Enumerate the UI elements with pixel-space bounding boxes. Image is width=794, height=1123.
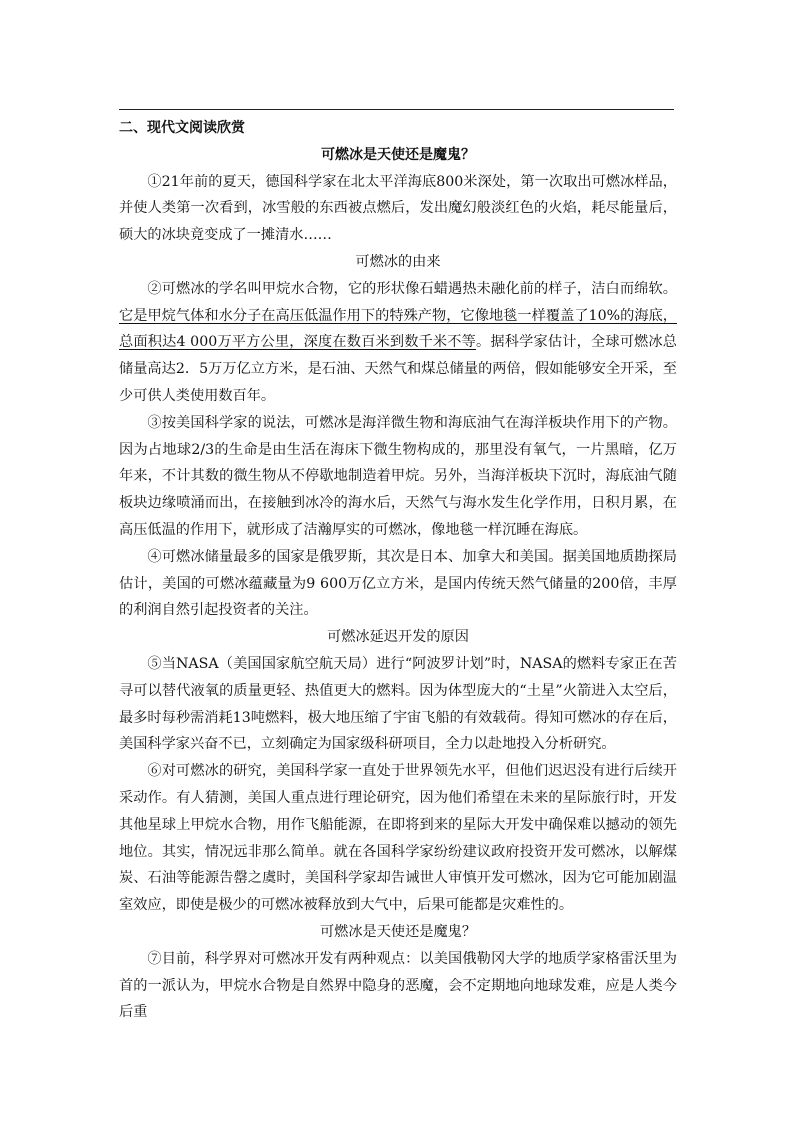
subheading-origin: 可燃冰的由来: [355, 253, 441, 270]
paragraph-6: ⑥对可燃冰的研究，美国科学家一直处于世界领先水平，但他们迟迟没有进行后续开采动作。有人猜测，美国人重点进行理论研究，因为他们希望在未来的星际旅行时，开发其他星球上甲烷水合物，用作飞船能源，在即将到来的星际大开发中确保难以撼动的领先地位。其实，情况远非那么简单。就在各国科学家纷纷建议政府投资开发可燃冰，以解煤炭、石油等能源告罄之虞时，美国科学家却告诫世人审慎开发可燃冰，因为它可能加剧温室效应，即使是极少的可燃冰被释放到大气中，后果可能都是灾难性的。: [119, 763, 677, 914]
paragraph-2-underlined: 它是甲烷气体和水分子在高压低温作用下的特殊产物，它像地毯一样覆盖了10%的海底，总面积达4 000万平方公里，深度在数百米到数千米不等: [119, 307, 677, 351]
subheading-angel-devil: 可燃冰是天使还是魔鬼？: [319, 923, 477, 940]
paragraph-2-lead: ②可燃冰的学名叫甲烷水合物，它的形状像石蜡遇热未融化前的样子，洁白而绵软。: [147, 280, 677, 297]
paragraph-1: ①21年前的夏天，德国科学家在北太平洋海底800米深处，第一次取出可燃冰样品，并使人类第一次看到，冰雪般的东西被点燃后，发出魔幻般淡红色的火焰，耗尽能量后，硕大的冰块竟变成了一摊清水……: [119, 173, 677, 244]
paragraph-2-tail: 。据科学家估计，全球可燃冰总储量高达2．5万万亿立方米，是石油、天然气和煤总储量的两倍，假如能够安全开采，至少可供人类使用数百年。: [119, 334, 677, 404]
section-heading: 二、现代文阅读欣赏: [119, 120, 245, 136]
header-rule: [119, 109, 674, 110]
subheading-delay: 可燃冰延迟开发的原因: [327, 629, 469, 646]
paragraph-3: ③按美国科学家的说法，可燃冰是海洋微生物和海底油气在海洋板块作用下的产物。因为占地球2/3的生命是由生活在海床下微生物构成的，那里没有氧气，一片黑暗，亿万年来，不计其数的微生物从不停歇地制造着甲烷。另外，当海洋板块下沉时，海底油气随板块边缘喷涌而出，在接触到冰冷的海水后，天然气与海水发生化学作用，日积月累，在高压低温的作用下，就形成了洁瀚厚实的可燃冰，像地毯一样沉睡在海底。: [119, 414, 677, 538]
paragraph-5: ⑤当NASA（美国国家航空航天局）进行“阿波罗计划”时，NASA的燃料专家正在苦寻可以替代液氧的质量更轻、热值更大的燃料。因为体型庞大的“土星”火箭进入太空后，最多时每秒需消耗13吨燃料，极大地压缩了宇宙飞船的有效载荷。得知可燃冰的存在后，美国科学家兴奋不已，立刻确定为国家级科研项目，全力以赴地投入分析研究。: [119, 655, 677, 753]
paragraph-2: [119, 276, 677, 410]
article-title: 可燃冰是天使还是魔鬼？: [321, 146, 475, 163]
paragraph-7: ⑦目前，科学界对可燃冰开发有两种观点：以美国俄勒冈大学的地质学家格雷沃里为首的一派认为，甲烷水合物是自然界中隐身的恶魔，会不定期地向地球发难，应是人类今后重: [119, 950, 677, 1021]
document-body: [119, 115, 677, 1026]
paragraph-4: ④可燃冰储量最多的国家是俄罗斯，其次是日本、加拿大和美国。据美国地质勘探局估计，美国的可燃冰蕴藏量为9 600万亿立方米，是国内传统天然气储量的200倍，丰厚的利润自然引起投资者的关注。: [119, 548, 677, 619]
